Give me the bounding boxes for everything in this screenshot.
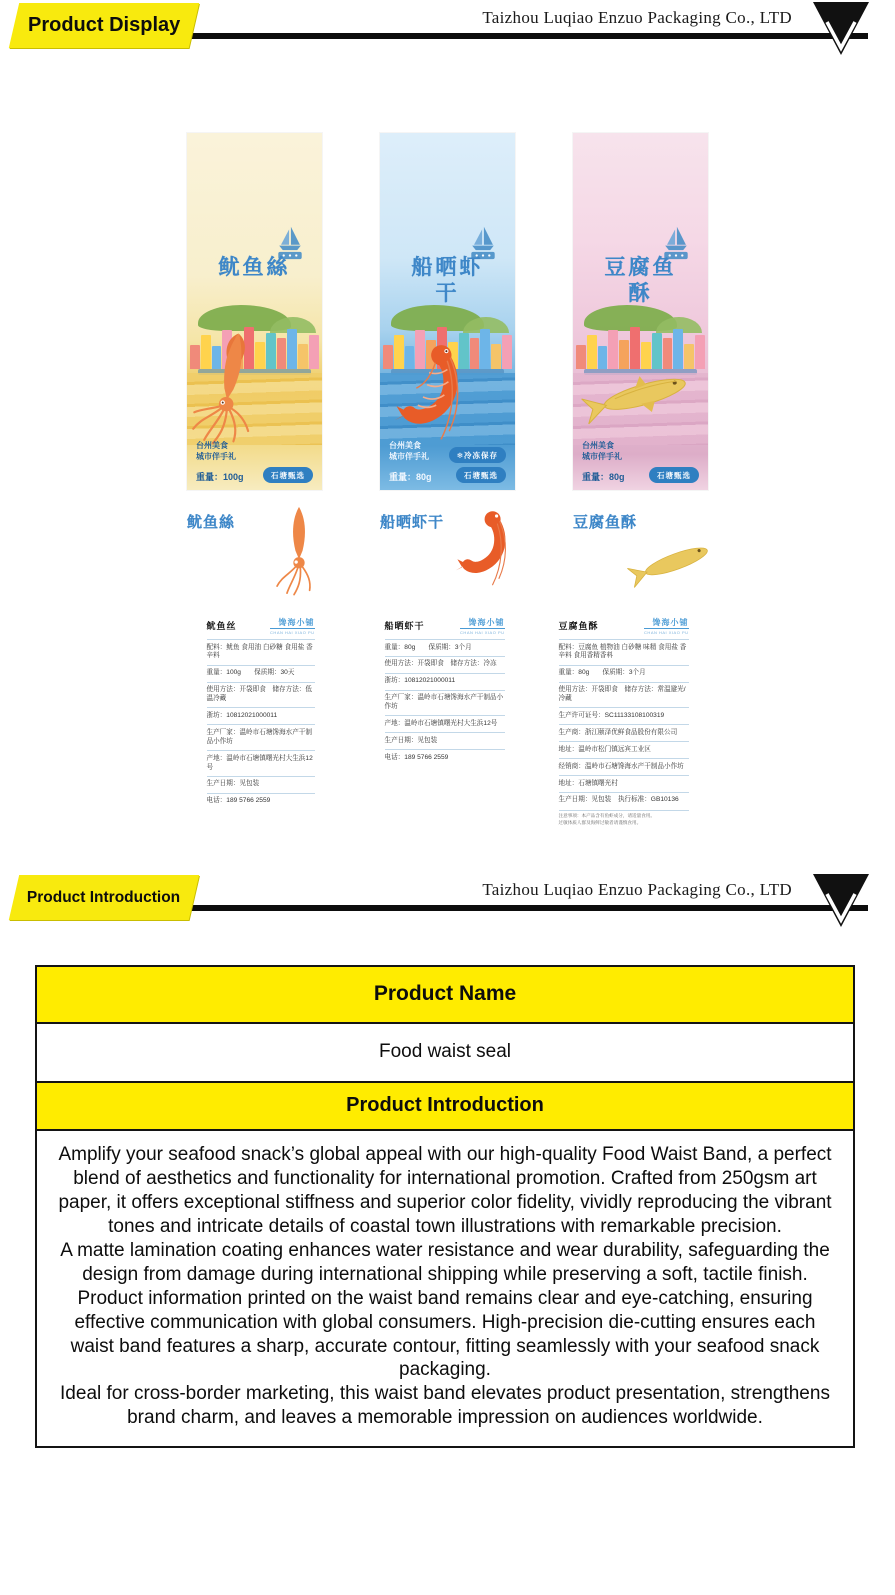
weight-text: 重量：80g	[389, 472, 432, 482]
intro-paragraph: Ideal for cross-border marketing, this waist band elevates product presentation, strengthens brand charm, and leaves a memorable impression on audiences worldwide.	[60, 1383, 830, 1429]
package-display-row	[0, 133, 895, 490]
company-logo-icon	[812, 1, 870, 62]
package-shrimp	[380, 133, 515, 490]
label-row: 地址：石塘镇曙光村	[559, 775, 689, 792]
squid-icon	[268, 504, 330, 601]
label-row: 生产日期：见包装	[385, 732, 505, 749]
label-row: 浙坊：10812021000011	[207, 707, 315, 724]
intro-paragraph: A matte lamination coating enhances water resistance and wear durability, safeguarding the design from damage during international shipping while preserving a soft, tactile finish. Product information printed on the waist band remains clear and eye-catching, ensuring effective communication with global consumers. High-precision die-cutting ensures each waist band features a sharp, accurate contour, fitting seamlessly with your seafood snack packaging.	[60, 1239, 830, 1381]
brand-name: 馋海小铺	[468, 618, 505, 627]
label-row: 重量：80g 保质期：3个月	[559, 665, 689, 682]
label-row: 产地：温岭市石塘镇曙光村大生浜12号	[207, 750, 315, 776]
info-card-squid	[203, 612, 319, 814]
region-text: 台州美食	[582, 441, 614, 451]
label-row: 电话：189 5766 2559	[385, 749, 505, 766]
package-footer	[582, 441, 699, 483]
shrimp-icon	[449, 508, 509, 601]
package-footer	[196, 441, 313, 483]
company-name: Taizhou Luqiao Enzuo Packaging Co., LTD	[482, 8, 792, 27]
card-title: 豆腐鱼酥	[558, 621, 599, 631]
card-title: 鱿鱼丝	[206, 621, 237, 631]
brand-sub: CHAN HAI XIAO PU	[460, 630, 505, 635]
brand-name: 馋海小铺	[278, 618, 315, 627]
label-row: 配料：鱿鱼 食用油 白砂糖 食用盐 香辛料	[207, 639, 315, 665]
label-row: 生产厂家：温岭市石塘馋海水产干制品小作坊	[207, 724, 315, 750]
selection-badge: 石塘甄选	[649, 467, 699, 483]
section-title: Product Introduction	[27, 888, 181, 906]
brand-sub: CHAN HAI XIAO PU	[270, 630, 315, 635]
selection-badge: 石塘甄选	[456, 467, 506, 483]
section-ribbon	[9, 3, 199, 48]
info-card-shrimp	[381, 612, 509, 770]
mini-title: 船晒虾干	[380, 514, 445, 531]
fineprint-line: 过敏体质人群及海鲜过敏者请谨慎食用。	[558, 819, 642, 825]
package-footer	[389, 441, 506, 483]
mini-illustration-row	[0, 505, 895, 601]
product-introduction-header	[0, 872, 895, 932]
package-fish	[573, 133, 708, 490]
gift-text: 城市伴手礼	[196, 452, 236, 462]
fineprint-line: 注意事项：本产品含有鱼虾成分，请适量食用。	[559, 810, 689, 820]
mini-title: 豆腐鱼酥	[573, 514, 638, 531]
package-title: 船晒虾干	[411, 256, 484, 306]
intro-paragraph: Amplify your seafood snack’s global appeal with our high-quality Food Waist Band, a perfect blend of aesthetics and functionality for international promotion. Crafted from 250gsm art paper, it offers exceptional stiffness and superior color fidelity, vividly reproducing the vibrant tones and intricate details of coastal town illustrations with remarkable precision.	[58, 1144, 832, 1237]
label-row: 使用方法：开袋即食 储存方法：常温避光/冷藏	[559, 682, 689, 708]
mini-shrimp	[380, 505, 515, 601]
label-row: 配料：豆腐鱼 植物油 白砂糖 味精 食用盐 香辛料 食用香精香料	[559, 639, 689, 665]
product-intro-table	[35, 965, 855, 1448]
label-row: 生产厂家：温岭市石塘馋海水产干制品小作坊	[385, 690, 505, 716]
gift-text: 城市伴手礼	[389, 452, 429, 462]
table-header-product-name: Product Name	[37, 967, 853, 1022]
mini-fish	[573, 505, 708, 601]
package-title: 鱿鱼絲	[218, 256, 291, 279]
package-title: 豆腐鱼酥	[604, 256, 677, 306]
label-row: 使用方法：开袋即食 储存方法：低温冷藏	[207, 682, 315, 708]
label-row: 产地：温岭市石塘镇曙光村大生浜12号	[385, 715, 505, 732]
label-row: 重量：100g 保质期：30天	[207, 665, 315, 682]
label-row: 生产日期：见包装	[207, 776, 315, 793]
table-header-product-introduction: Product Introduction	[37, 1081, 853, 1129]
region-text: 台州美食	[389, 441, 421, 451]
company-logo-icon	[812, 873, 870, 934]
mini-squid	[187, 505, 322, 601]
frozen-badge: ❄冷冻保存	[449, 447, 506, 463]
label-row: 生产日期：见包装 执行标准：GB10136	[559, 792, 689, 809]
product-display-header	[0, 0, 895, 60]
table-value-product-name: Food waist seal	[37, 1022, 853, 1081]
table-value-product-introduction	[37, 1129, 853, 1446]
weight-text: 重量：80g	[582, 472, 625, 482]
header-rule	[116, 33, 868, 39]
label-row: 电话：189 5766 2559	[207, 793, 315, 810]
fish-icon	[622, 534, 722, 597]
mini-title: 鱿鱼絲	[187, 514, 236, 531]
brand-sub: CHAN HAI XIAO PU	[644, 630, 689, 635]
gift-text: 城市伴手礼	[582, 452, 622, 462]
label-row: 浙坊：10812021000011	[385, 673, 505, 690]
label-row: 重量：80g 保质期：3个月	[385, 639, 505, 656]
label-row: 经销商：温岭市石塘馋海水产干制品小作坊	[559, 758, 689, 775]
label-row: 使用方法：开袋即食 储存方法：冷冻	[385, 656, 505, 673]
squid-illustration	[187, 329, 275, 452]
weight-text: 重量：100g	[196, 472, 244, 482]
section-title: Product Display	[27, 14, 181, 36]
info-card-fish	[555, 612, 693, 831]
package-squid	[187, 133, 322, 490]
region-text: 台州美食	[196, 441, 228, 451]
fish-illustration	[575, 359, 703, 438]
brand-name: 馋海小铺	[652, 618, 689, 627]
selection-badge: 石塘甄选	[263, 467, 313, 483]
section-ribbon	[9, 875, 199, 920]
header-rule	[116, 905, 868, 911]
label-row: 生产许可证号：SC11133108100319	[559, 707, 689, 724]
card-title: 船晒虾干	[384, 621, 425, 631]
label-row: 生产商：浙江颐泽优鲜食品股份有限公司	[559, 724, 689, 741]
info-label-row	[0, 612, 895, 831]
company-name: Taizhou Luqiao Enzuo Packaging Co., LTD	[482, 880, 792, 899]
label-row: 地址：温岭市松门镇远宾工业区	[559, 741, 689, 758]
